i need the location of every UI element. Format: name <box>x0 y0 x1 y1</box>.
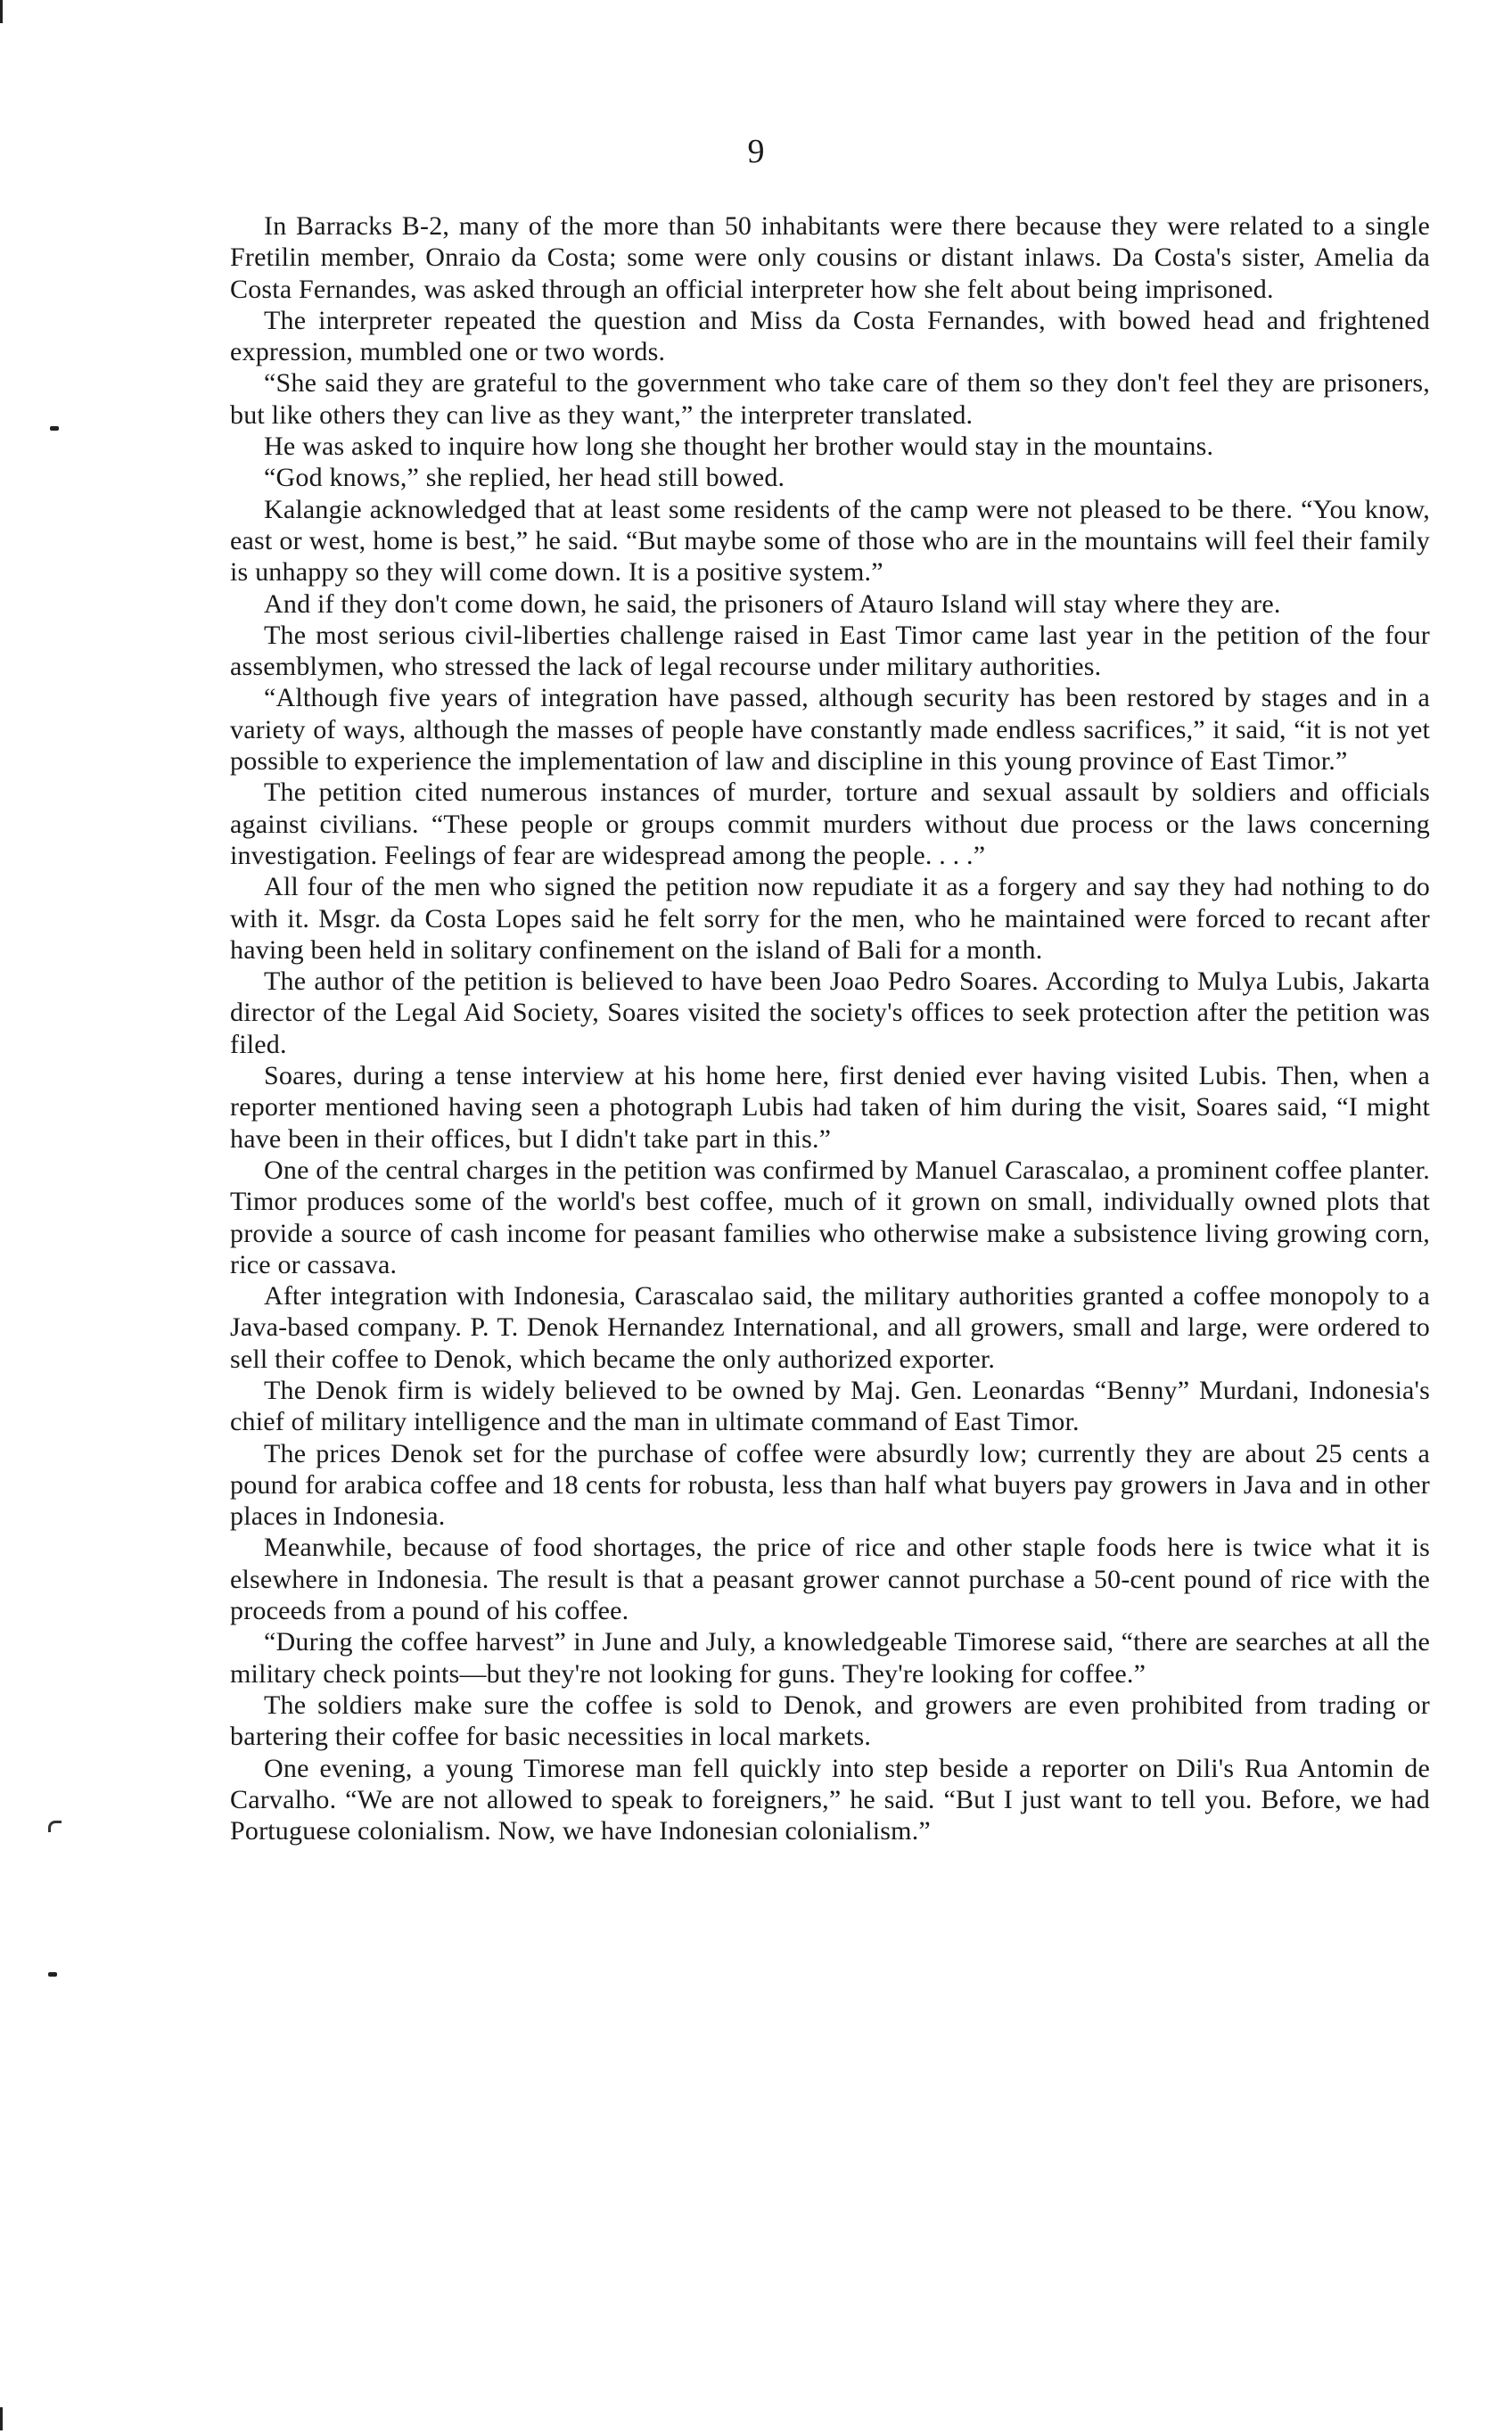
paragraph: Soares, during a tense interview at his home here, first denied ever having visited Lubis. Then, when a reporter mentioned having seen a photograph Lubis had taken of him during the visit, Soares said, “I might have been in their offices, but I didn't take part in this.” <box>230 1061 1430 1154</box>
scan-edge-mark-bottom <box>0 2407 3 2430</box>
paragraph: And if they don't come down, he said, the prisoners of Atauro Island will stay where they are. <box>264 588 1281 619</box>
paragraph: All four of the men who signed the petition now repudiate it as a forgery and say they had nothing to do with it. Msgr. da Costa Lopes said he felt sorry for the men, who he maintained were forced to recant after having been held in solitary confinement on the island of Bali for a month. <box>230 872 1430 965</box>
paragraph: One of the central charges in the petition was confirmed by Manuel Carascalao, a prominent coffee planter. Timor produces some of the world's best coffee, much of it grown on small, individually owned plots that provide a source of cash income for peasant families who otherwise make a subsistence living growing corn, rice or cassava. <box>230 1155 1430 1279</box>
paragraph: The most serious civil-liberties challenge raised in East Timor came last year in the petition of the four assemblymen, who stressed the lack of legal recourse under military authorities. <box>230 620 1430 682</box>
page-number: 9 <box>747 133 765 170</box>
paragraph: Kalangie acknowledged that at least some residents of the camp were not pleased to be there. “You know, east or west, home is best,” he said. “But maybe some of those who are in the mountains will feel their family is unhappy so they will come down. It is a positive system.” <box>230 494 1430 588</box>
paragraph: One evening, a young Timorese man fell quickly into step beside a reporter on Dili's Rua Antomin de Carvalho. “We are not allowed to speak to foreigners,” he said. “But I just want to tell you. Before, we had Portuguese colonialism. Now, we have Indonesian colonialism.” <box>230 1753 1430 1846</box>
margin-dash-mark <box>48 1972 57 1977</box>
paragraph: “Although five years of integration have passed, although security has been restored by stages and in a variety of ways, although the masses of people have constantly made endless sacrifices,” it said, “it is not yet possible to experience the implementation of law and discipline in this young province of East Timor.” <box>230 683 1430 777</box>
paragraph: “During the coffee harvest” in June and July, a knowledgeable Timorese said, “there are searches at all the military check points—but they're not looking for guns. They're looking for coffee.” <box>230 1627 1430 1689</box>
paragraph: The soldiers make sure the coffee is sold to Denok, and growers are even prohibited from trading or bartering their coffee for basic necessities in local markets. <box>230 1690 1430 1752</box>
paragraph: He was asked to inquire how long she thought her brother would stay in the mountains. <box>264 432 1214 462</box>
paragraph: The prices Denok set for the purchase of coffee were absurdly low; currently they are about 25 cents a pound for arabica coffee and 18 cents for robusta, less than half what buyers pay growers in Java and in other places in Indonesia. <box>230 1438 1430 1532</box>
paragraph: Meanwhile, because of food shortages, the price of rice and other staple foods here is twice what it is elsewhere in Indonesia. The result is that a peasant grower cannot purchase a 50-cent pound of rice with the proceeds from a pound of his coffee. <box>230 1533 1430 1626</box>
margin-dash-mark <box>50 426 59 431</box>
scan-edge-mark-top <box>0 0 3 23</box>
paragraph: “She said they are grateful to the government who take care of them so they don't feel they are prisoners, but like others they can live as they want,” the interpreter translated. <box>230 368 1430 430</box>
paragraph: “God knows,” she replied, her head still bowed. <box>264 463 785 493</box>
article-body <box>230 210 1430 1846</box>
paragraph: The Denok firm is widely believed to be owned by Maj. Gen. Leonardas “Benny” Murdani, Indonesia's chief of military intelligence and the man in ultimate command of East Timor. <box>230 1375 1430 1437</box>
paragraph: The petition cited numerous instances of murder, torture and sexual assault by soldiers and officials against civilians. “These people or groups commit murders without due process or the laws concerning investigation. Feelings of fear are widespread among the people. . . .” <box>230 777 1430 870</box>
paragraph: The interpreter repeated the question and Miss da Costa Fernandes, with bowed head and frightened expression, mumbled one or two words. <box>230 305 1430 367</box>
margin-hook-mark <box>48 1821 62 1832</box>
paragraph: The author of the petition is believed to have been Joao Pedro Soares. According to Mulya Lubis, Jakarta director of the Legal Aid Society, Soares visited the society's offices to seek protection after the petition was filed. <box>230 966 1430 1059</box>
paragraph: After integration with Indonesia, Carascalao said, the military authorities granted a coffee monopoly to a Java-based company. P. T. Denok Hernandez International, and all growers, small and large, were ordered to sell their coffee to Denok, which became the only authorized exporter. <box>230 1281 1430 1374</box>
paragraph: In Barracks B-2, many of the more than 50 inhabitants were there because they were related to a single Fretilin member, Onraio da Costa; some were only cousins or distant inlaws. Da Costa's sister, Amelia da Costa Fernandes, was asked through an official interpreter how she felt about being imprisoned. <box>230 211 1430 304</box>
